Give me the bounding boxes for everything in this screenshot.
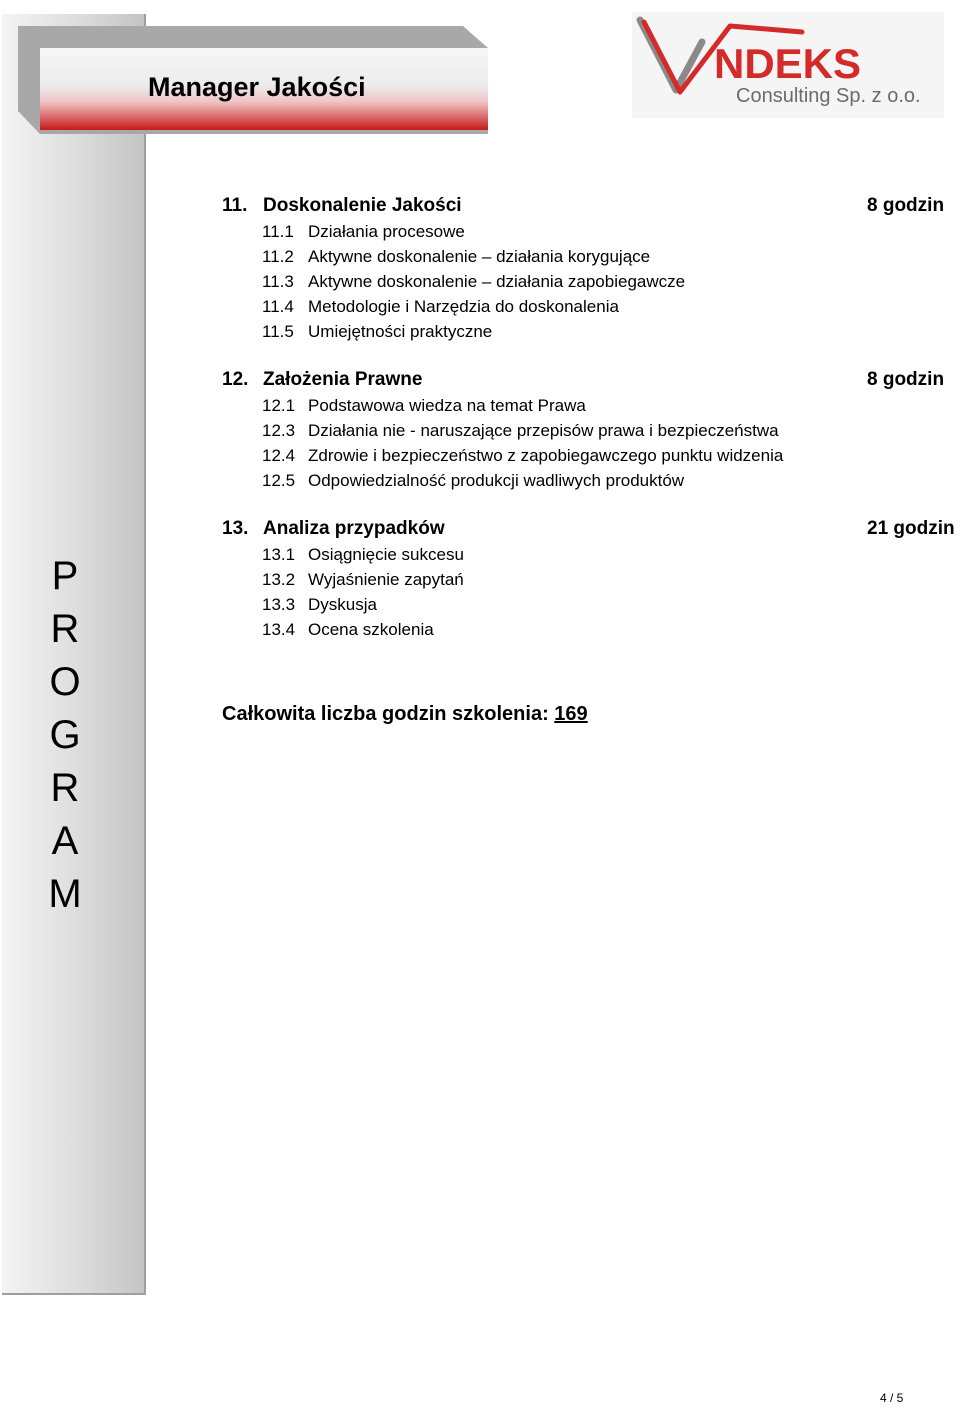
section-heading — [222, 518, 960, 543]
item-number: 12.5 — [262, 471, 296, 490]
section-number: 13. — [222, 518, 249, 539]
section-13 — [222, 518, 960, 643]
list-item — [222, 295, 960, 320]
list-item — [222, 270, 960, 295]
item-number: 11.2 — [262, 247, 294, 266]
item-number: 11.4 — [262, 297, 294, 316]
item-text: Zdrowie i bezpieczeństwo z zapobiegawczego punktu widzenia — [308, 446, 784, 465]
item-text: Aktywne doskonalenie – działania korygujące — [308, 247, 651, 266]
section-hours: 8 godzin — [867, 195, 945, 216]
list-item — [222, 220, 960, 245]
page-title: Manager Jakości — [148, 72, 366, 102]
item-number: 13.1 — [262, 545, 296, 564]
list-item — [222, 568, 960, 593]
item-number: 13.3 — [262, 595, 296, 614]
section-11 — [222, 195, 960, 345]
total-value: 169 — [554, 703, 588, 725]
item-text: Ocena szkolenia — [308, 620, 434, 639]
total-hours — [222, 703, 960, 726]
item-number: 12.1 — [262, 396, 296, 415]
program-content — [222, 195, 960, 726]
section-title: Doskonalenie Jakości — [263, 195, 462, 216]
item-text: Działania nie - naruszające przepisów prawa i bezpieczeństwa — [308, 421, 779, 440]
page-number: 4 / 5 — [880, 1391, 904, 1405]
indeks-logo — [632, 12, 944, 118]
item-number: 13.2 — [262, 570, 296, 589]
item-number: 12.3 — [262, 421, 296, 440]
program-letter: M — [48, 872, 82, 916]
list-item — [222, 543, 960, 568]
item-number: 11.3 — [262, 272, 294, 291]
item-text: Odpowiedzialność produkcji wadliwych produktów — [308, 471, 685, 490]
section-title: Analiza przypadków — [263, 518, 445, 539]
section-12 — [222, 369, 960, 494]
list-item — [222, 469, 960, 494]
item-text: Wyjaśnienie zapytań — [308, 570, 464, 589]
program-letter: O — [49, 660, 81, 704]
item-text: Podstawowa wiedza na temat Prawa — [308, 396, 586, 415]
list-item — [222, 593, 960, 618]
program-letter: G — [49, 713, 81, 757]
total-label: Całkowita liczba godzin szkolenia: — [222, 703, 549, 725]
program-vertical-label — [40, 550, 90, 921]
item-text: Umiejętności praktyczne — [308, 322, 493, 341]
program-letter: P — [51, 554, 79, 598]
item-number: 12.4 — [262, 446, 296, 465]
item-text: Dyskusja — [308, 595, 377, 614]
section-hours: 21 godzin — [867, 518, 955, 539]
program-letter: R — [50, 766, 80, 810]
logo-brand-text: NDEKS — [714, 40, 862, 87]
program-letter: R — [50, 607, 80, 651]
list-item — [222, 419, 960, 444]
list-item — [222, 245, 960, 270]
item-text: Aktywne doskonalenie – działania zapobiegawcze — [308, 272, 686, 291]
section-heading — [222, 369, 960, 394]
list-item — [222, 394, 960, 419]
logo-subtitle-text: Consulting Sp. z o.o. — [736, 85, 921, 107]
item-number: 11.5 — [262, 322, 294, 341]
list-item — [222, 320, 960, 345]
item-text: Działania procesowe — [308, 222, 465, 241]
item-number: 13.4 — [262, 620, 296, 639]
item-text: Osiągnięcie sukcesu — [308, 545, 464, 564]
list-item — [222, 444, 960, 469]
section-hours: 8 godzin — [867, 369, 945, 390]
section-number: 12. — [222, 369, 249, 390]
item-number: 11.1 — [262, 222, 294, 241]
program-letter: A — [51, 819, 79, 863]
section-heading — [222, 195, 960, 220]
list-item — [222, 618, 960, 643]
section-number: 11. — [222, 195, 248, 216]
section-title: Założenia Prawne — [263, 369, 423, 390]
item-text: Metodologie i Narzędzia do doskonalenia — [308, 297, 619, 316]
